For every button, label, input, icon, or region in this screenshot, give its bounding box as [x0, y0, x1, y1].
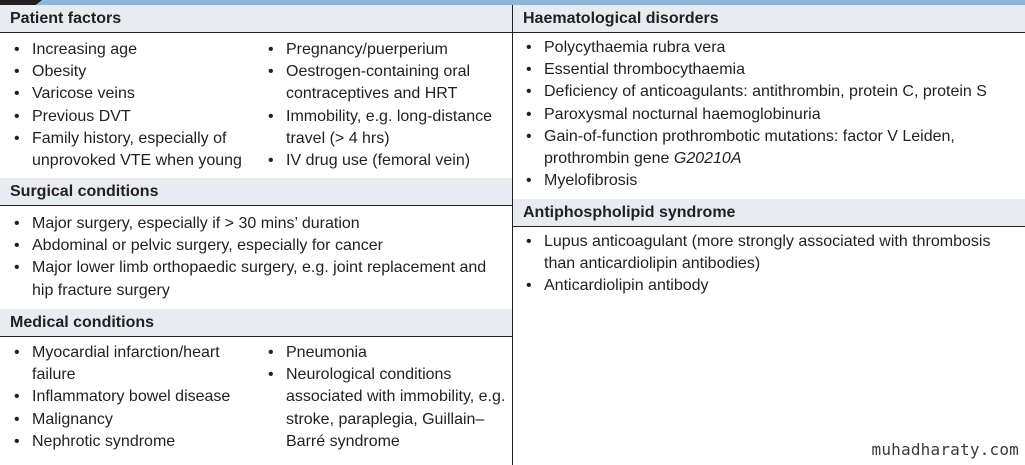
list-item: • Myocardial infarction/heart failure [12, 342, 257, 386]
column-divider [512, 5, 513, 465]
section-heading-haematological-disorders: Haematological disorders [513, 5, 1025, 33]
patient-factors-list-1 [12, 39, 257, 172]
list-item: • IV drug use (femoral vein) [266, 150, 510, 172]
list-item: • Abdominal or pelvic surgery, especially for cancer [12, 235, 507, 257]
list-item: • Neurological conditions associated with immobility, e.g. stroke, paraplegia, Guillain–Barré syndrome [266, 364, 506, 453]
antiphospholipid-syndrome-list [524, 231, 1019, 298]
list-item: • Myelofibrosis [524, 170, 1019, 192]
list-item: • Obesity [12, 61, 257, 83]
section-heading-patient-factors: Patient factors [0, 5, 512, 33]
list-item: • Essential thrombocythaemia [524, 59, 1019, 81]
haematological-disorders-list [524, 37, 1019, 192]
list-item: • Paroxysmal nocturnal haemoglobinuria [524, 104, 1019, 126]
list-item: • Deficiency of anticoagulants: antithrombin, protein C, protein S [524, 81, 1019, 103]
list-item: • Pregnancy/puerperium [266, 39, 510, 61]
section-heading-antiphospholipid-syndrome: Antiphospholipid syndrome [513, 199, 1025, 227]
list-item [524, 126, 1019, 170]
watermark: muhadharaty.com [871, 440, 1019, 459]
list-item: • Immobility, e.g. long-distance travel (> 4 hrs) [266, 106, 510, 150]
surgical-conditions-list [12, 213, 507, 302]
list-item: • Inflammatory bowel disease [12, 386, 257, 408]
list-item: • Major lower limb orthopaedic surgery, e.g. joint replacement and hip fracture surgery [12, 257, 507, 301]
list-item: • Malignancy [12, 409, 257, 431]
list-item: • Oestrogen-containing oral contraceptives and HRT [266, 61, 510, 105]
medical-conditions-list-2 [266, 342, 506, 453]
section-heading-medical-conditions: Medical conditions [0, 309, 512, 337]
section-heading-surgical-conditions: Surgical conditions [0, 178, 512, 206]
list-item: • Nephrotic syndrome [12, 431, 257, 453]
list-item: • Major surgery, especially if > 30 mins’ duration [12, 213, 507, 235]
list-item: • Varicose veins [12, 83, 257, 105]
list-item: • Lupus anticoagulant (more strongly associated with thrombosis than anticardiolipin antibodies) [524, 231, 1019, 275]
list-item: • Anticardiolipin antibody [524, 275, 1019, 297]
list-item: • Pneumonia [266, 342, 506, 364]
medical-conditions-list-1 [12, 342, 257, 453]
list-item: • Family history, especially of unprovoked VTE when young [12, 128, 257, 172]
list-item: • Polycythaemia rubra vera [524, 37, 1019, 59]
list-item: • Previous DVT [12, 106, 257, 128]
gene-variant-text: G20210A [673, 150, 742, 168]
gof-mutation-text: Gain-of-function prothrombotic mutations: factor V Leiden, prothrombin gene [544, 127, 955, 168]
patient-factors-list-2 [266, 39, 510, 172]
list-item: • Increasing age [12, 39, 257, 61]
